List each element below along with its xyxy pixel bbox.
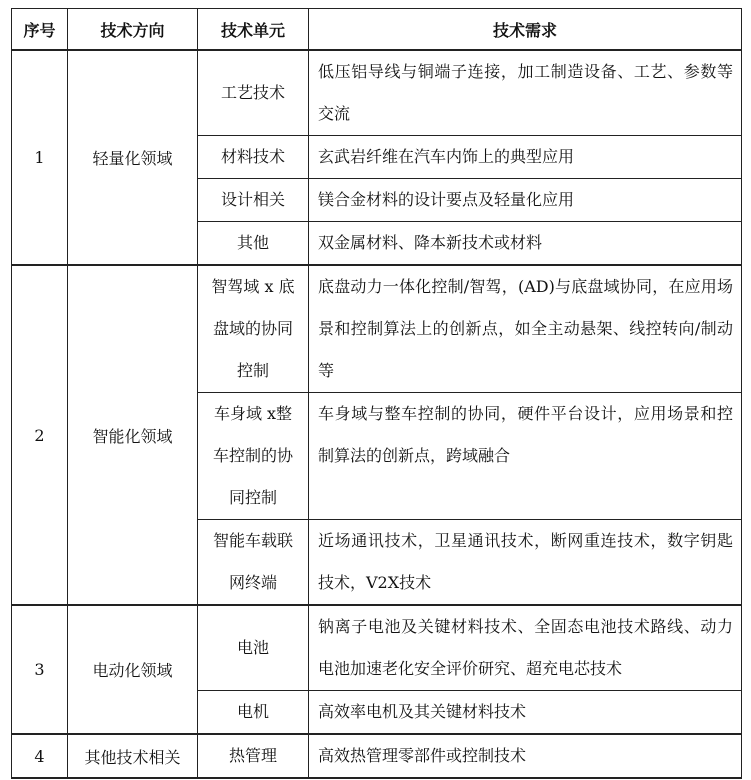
serial-cell: 2: [12, 265, 68, 605]
unit-cell: 热管理: [198, 734, 309, 778]
unit-cell: 材料技术: [198, 136, 309, 179]
table-row: [12, 734, 742, 778]
header-unit: 技术单元: [198, 9, 309, 51]
requirement-cell: 钠离子电池及关键材料技术、全固态电池技术路线、动力电池加速老化安全评价研究、超充电芯技术: [309, 605, 742, 691]
tech-requirements-table: [11, 8, 742, 779]
serial-cell: 4: [12, 734, 68, 778]
table-row: [12, 50, 742, 136]
table-header-row: [12, 9, 742, 51]
header-requirement: 技术需求: [309, 9, 742, 51]
unit-cell: 电机: [198, 691, 309, 735]
requirement-cell: 车身域与整车控制的协同，硬件平台设计，应用场景和控制算法的创新点，跨域融合: [309, 393, 742, 520]
header-direction: 技术方向: [68, 9, 198, 51]
unit-cell: 车身域 x整车控制的协同控制: [198, 393, 309, 520]
serial-cell: 1: [12, 50, 68, 265]
header-serial: 序号: [12, 9, 68, 51]
unit-cell: 其他: [198, 222, 309, 266]
table-row: [12, 605, 742, 691]
serial-cell: 3: [12, 605, 68, 734]
unit-cell: 工艺技术: [198, 50, 309, 136]
direction-cell: 电动化领域: [68, 605, 198, 734]
unit-cell: 设计相关: [198, 179, 309, 222]
requirement-cell: 高效热管理零部件或控制技术: [309, 734, 742, 778]
unit-cell: 电池: [198, 605, 309, 691]
direction-cell: 智能化领域: [68, 265, 198, 605]
requirement-cell: 高效率电机及其关键材料技术: [309, 691, 742, 735]
requirement-cell: 低压铝导线与铜端子连接，加工制造设备、工艺、参数等交流: [309, 50, 742, 136]
table-row: [12, 265, 742, 393]
requirement-cell: 双金属材料、降本新技术或材料: [309, 222, 742, 266]
direction-cell: 轻量化领域: [68, 50, 198, 265]
requirement-cell: 底盘动力一体化控制/智驾，(AD)与底盘域协同，在应用场景和控制算法上的创新点，如全主动悬架、线控转向/制动等: [309, 265, 742, 393]
requirement-cell: 近场通讯技术，卫星通讯技术，断网重连技术，数字钥匙技术，V2X技术: [309, 520, 742, 606]
unit-cell: 智驾域 x 底盘域的协同控制: [198, 265, 309, 393]
requirement-cell: 玄武岩纤维在汽车内饰上的典型应用: [309, 136, 742, 179]
requirement-cell: 镁合金材料的设计要点及轻量化应用: [309, 179, 742, 222]
direction-cell: 其他技术相关: [68, 734, 198, 778]
unit-cell: 智能车载联网终端: [198, 520, 309, 606]
